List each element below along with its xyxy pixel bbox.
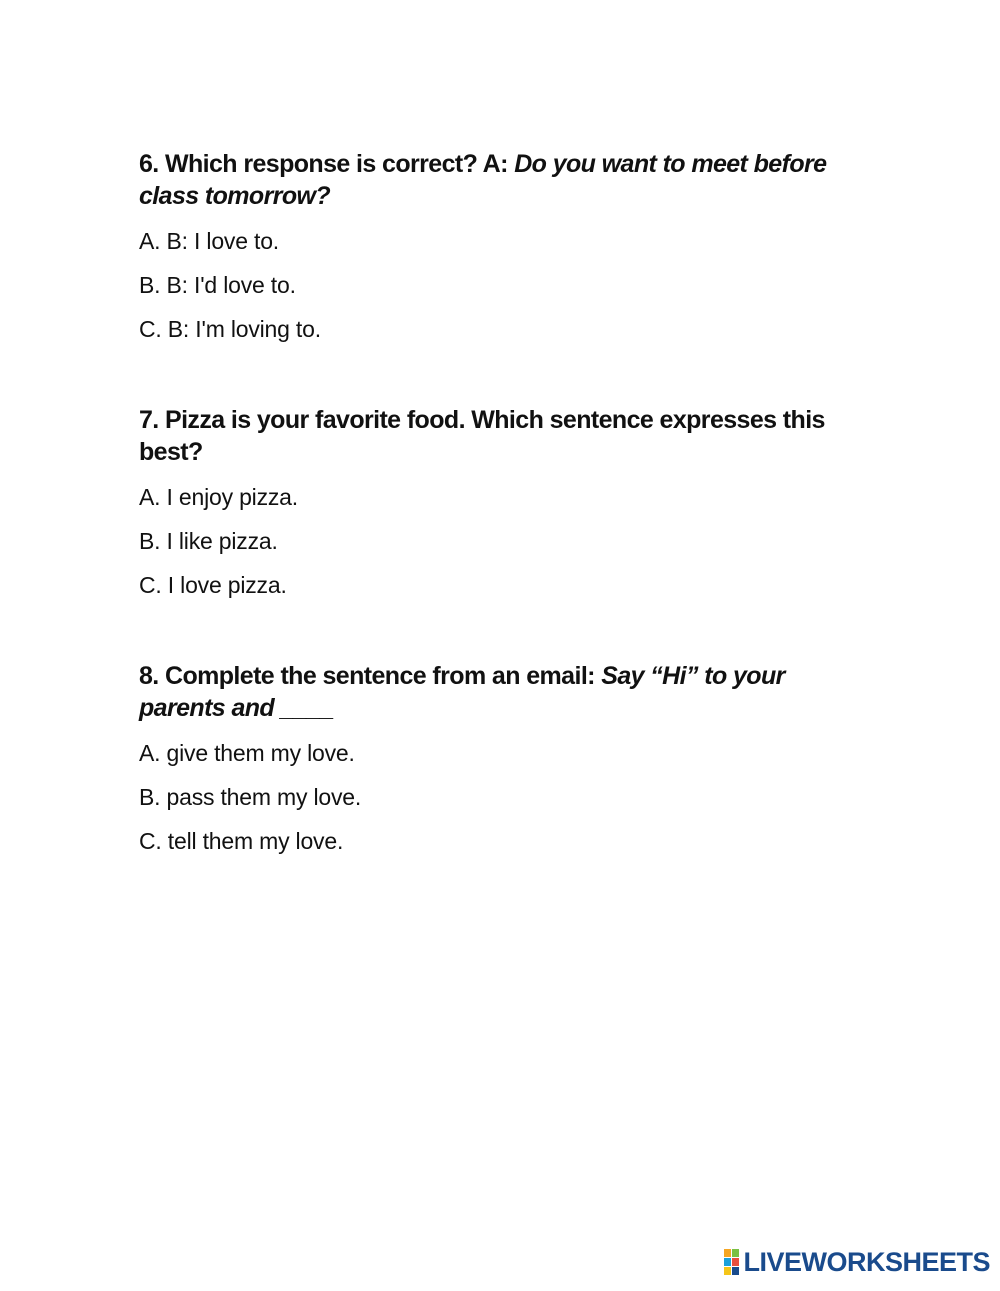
logo-tile (732, 1258, 739, 1266)
question-7-prefix: 7. Pizza is your favorite food. Which sentence expresses this best? (139, 406, 825, 466)
liveworksheets-logo-text: LIVEWORKSHEETS (743, 1246, 990, 1277)
logo-tile (732, 1267, 739, 1275)
question-7-option-b[interactable]: B. I like pizza. (139, 528, 278, 554)
liveworksheets-logo-icon (724, 1249, 739, 1275)
question-8-emphasis: Say “Hi” to your parents and ____ (139, 662, 785, 722)
question-6-emphasis: Do you want to meet before class tomorrow? (139, 150, 827, 210)
logo-tile (724, 1267, 731, 1275)
question-8-text (139, 660, 869, 724)
question-6-option-c[interactable]: C. B: I'm loving to. (139, 316, 321, 342)
question-7-options (139, 475, 869, 607)
question-6 (139, 148, 869, 351)
question-6-option-a[interactable]: A. B: I love to. (139, 228, 279, 254)
question-7-option-c[interactable]: C. I love pizza. (139, 572, 287, 598)
liveworksheets-logo (724, 1247, 990, 1277)
question-6-option-b[interactable]: B. B: I'd love to. (139, 272, 296, 298)
question-7-text (139, 404, 869, 468)
question-7-option-a[interactable]: A. I enjoy pizza. (139, 484, 298, 510)
question-8-options (139, 731, 869, 863)
question-6-prefix: 6. Which response is correct? A: (139, 150, 515, 178)
question-8-prefix: 8. Complete the sentence from an email: (139, 662, 602, 690)
question-8-option-a[interactable]: A. give them my love. (139, 740, 355, 766)
logo-tile (724, 1249, 731, 1257)
question-8 (139, 660, 869, 863)
logo-tile (724, 1258, 731, 1266)
logo-tile (732, 1249, 739, 1257)
question-7 (139, 404, 869, 607)
question-8-option-c[interactable]: C. tell them my love. (139, 828, 344, 854)
question-6-options (139, 219, 869, 351)
question-6-text (139, 148, 869, 212)
question-8-option-b[interactable]: B. pass them my love. (139, 784, 362, 810)
